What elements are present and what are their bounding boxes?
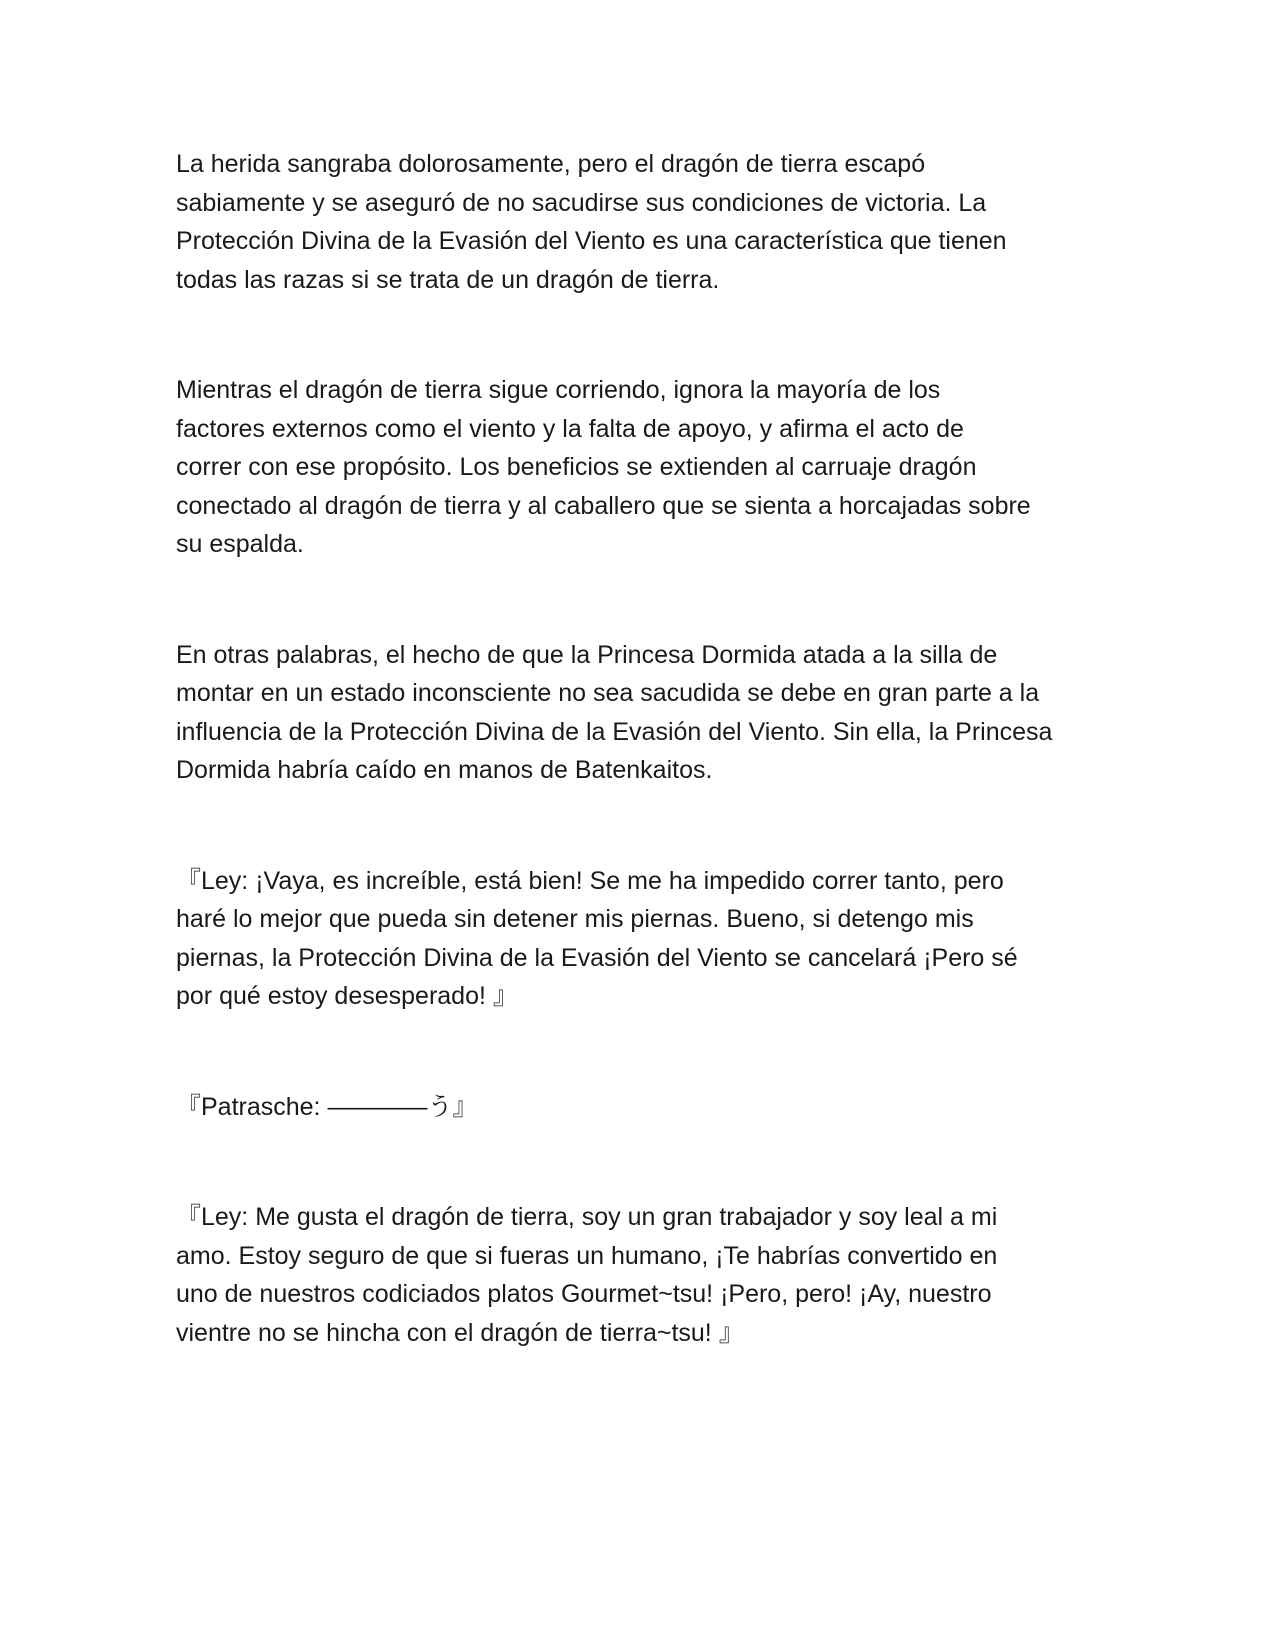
text-line: 『Ley: Me gusta el dragón de tierra, soy un gran trabajador y soy leal a mi [176, 1203, 998, 1231]
document-body [176, 145, 1101, 1352]
text-line: correr con ese propósito. Los beneficios se extienden al carruaje dragón [176, 453, 977, 481]
paragraph-dialogue-ley-2 [176, 1198, 1101, 1352]
paragraph-dialogue-patrasche [176, 1088, 1101, 1127]
text-line: piernas, la Protección Divina de la Evasión del Viento se cancelará ¡Pero sé [176, 943, 1018, 972]
text-line: amo. Estoy seguro de que si fueras un humano, ¡Te habrías convertido en [176, 1241, 998, 1270]
paragraph-narration-1 [176, 145, 1101, 299]
text-line: conectado al dragón de tierra y al caballero que se sienta a horcajadas sobre [176, 491, 1031, 520]
text-line: Dormida habría caído en manos de Batenkaitos. [176, 756, 713, 784]
text-line: En otras palabras, el hecho de que la Princesa Dormida atada a la silla de [176, 640, 998, 669]
paragraph-narration-2 [176, 371, 1101, 564]
text-line: vientre no se hincha con el dragón de tierra~tsu! 』 [176, 1318, 744, 1347]
paragraph-dialogue-ley-1 [176, 862, 1101, 1016]
text-line: Protección Divina de la Evasión del Viento es una característica que tienen [176, 227, 1007, 255]
text-line: montar en un estado inconsciente no sea sacudida se debe en gran parte a la [176, 679, 1040, 707]
text-line: 『Patrasche: ————う』 [176, 1092, 478, 1121]
text-line: haré lo mejor que pueda sin detener mis piernas. Bueno, si detengo mis [176, 905, 974, 933]
text-line: 『Ley: ¡Vaya, es increíble, está bien! Se me ha impedido correr tanto, pero [176, 866, 1004, 895]
text-line: uno de nuestros codiciados platos Gourmet~tsu! ¡Pero, pero! ¡Ay, nuestro [176, 1280, 992, 1308]
text-line: todas las razas si se trata de un dragón de tierra. [176, 265, 720, 294]
text-line: influencia de la Protección Divina de la Evasión del Viento. Sin ella, la Princesa [176, 717, 1053, 746]
text-line: La herida sangraba dolorosamente, pero el dragón de tierra escapó [176, 150, 926, 178]
text-line: por qué estoy desesperado! 』 [176, 982, 518, 1010]
text-line: factores externos como el viento y la falta de apoyo, y afirma el acto de [176, 414, 964, 443]
text-line: su espalda. [176, 530, 304, 558]
text-line: Mientras el dragón de tierra sigue corriendo, ignora la mayoría de los [176, 376, 941, 404]
paragraph-narration-3 [176, 636, 1101, 790]
text-line: sabiamente y se aseguró de no sacudirse sus condiciones de victoria. La [176, 188, 987, 217]
